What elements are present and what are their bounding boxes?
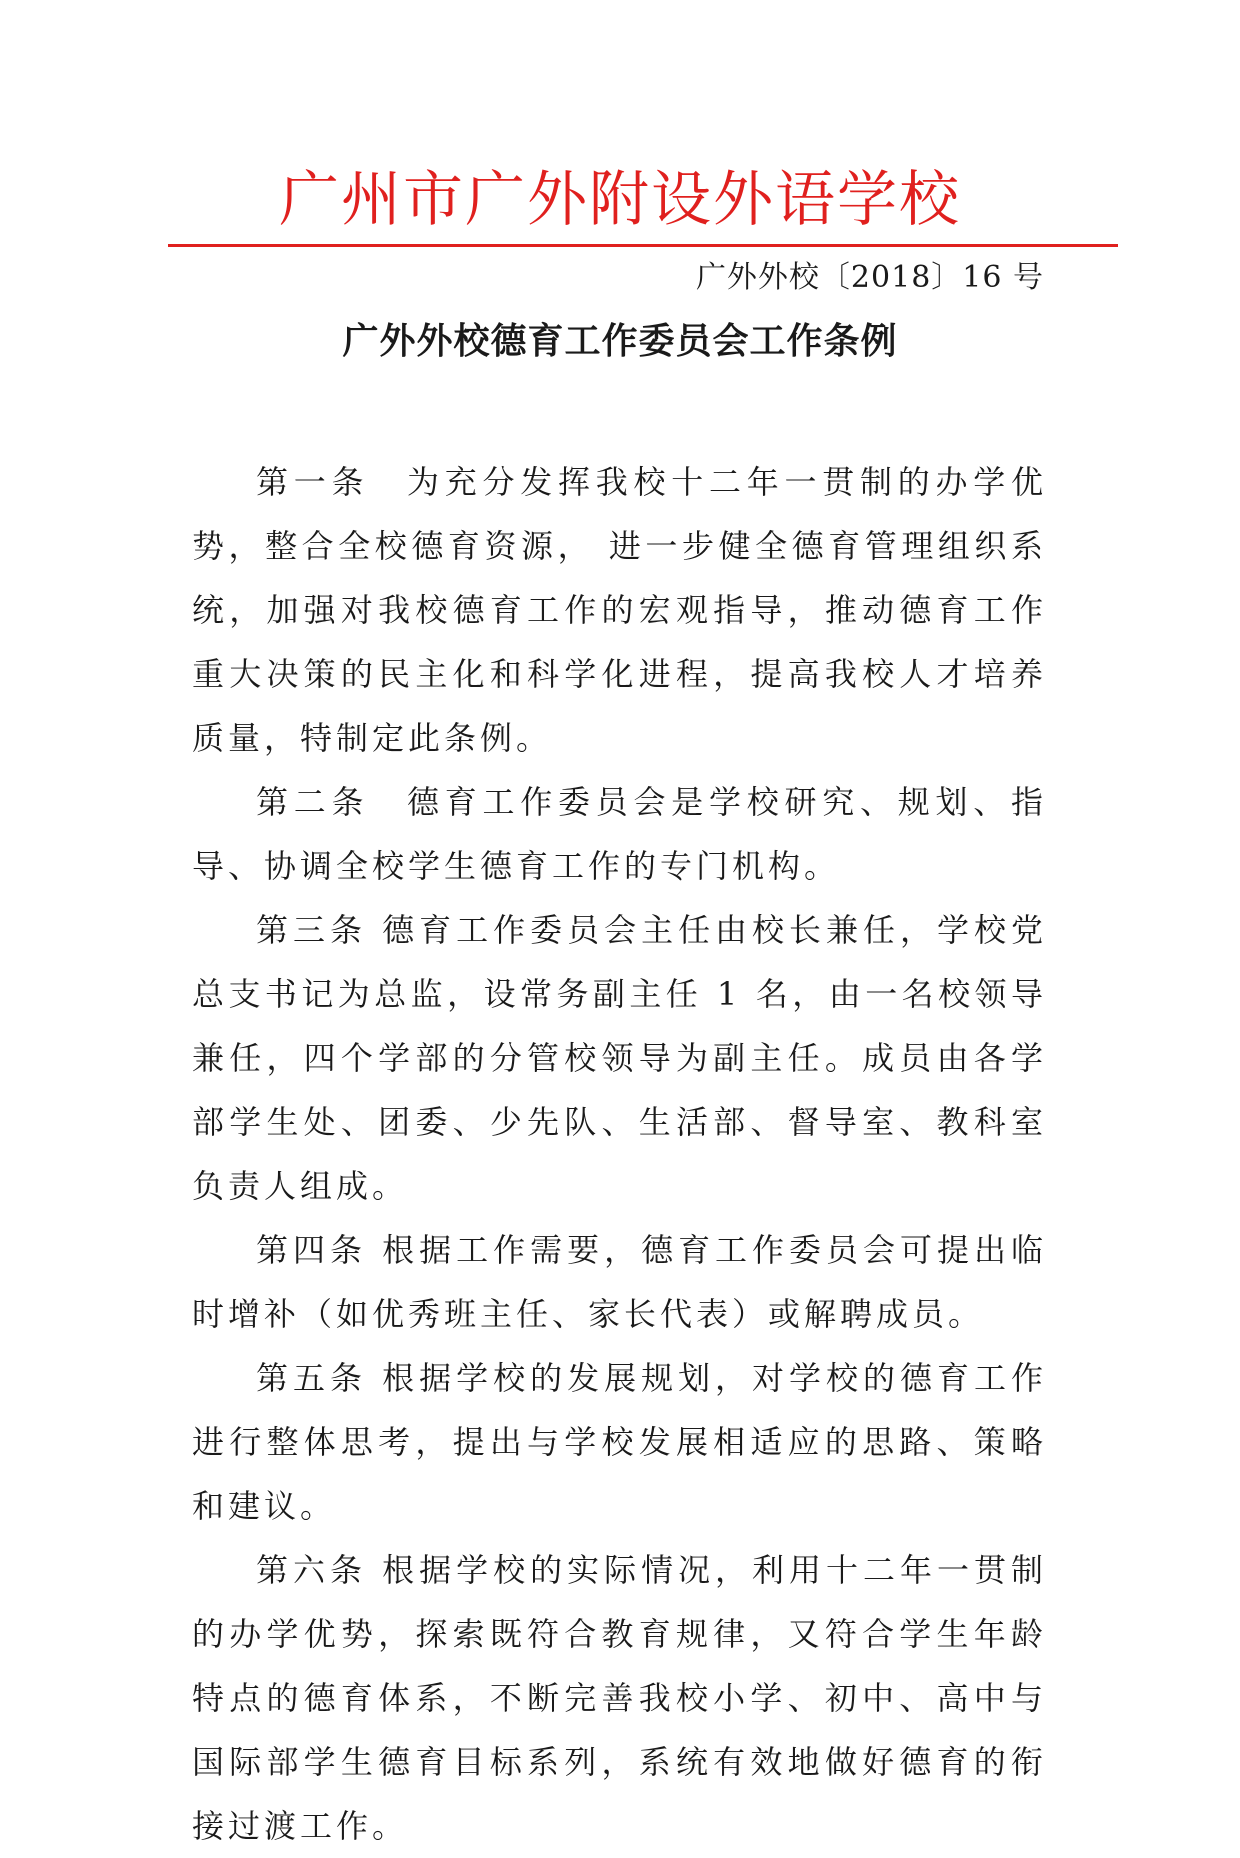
article-4: 第四条 根据工作需要，德育工作委员会可提出临时增补（如优秀班主任、家长代表）或解聘成员。	[192, 1231, 1047, 1333]
article-1: 第一条 为充分发挥我校十二年一贯制的办学优势，整合全校德育资源， 进一步健全德育管理组织系统，加强对我校德育工作的宏观指导，推动德育工作重大决策的民主化和科学化进程，提高我校人才培养质量，特制定此条例。	[192, 463, 1047, 757]
article-6: 第六条 根据学校的实际情况，利用十二年一贯制的办学优势，探索既符合教育规律，又符合学生年龄特点的德育体系，不断完善我校小学、初中、高中与国际部学生德育目标系列，系统有效地做好德育的衔接过渡工作。	[192, 1551, 1047, 1845]
document-number: 广外外校〔2018〕16 号	[695, 260, 1044, 295]
letterhead-red-rule	[168, 244, 1118, 247]
school-letterhead-title: 广州市广外附设外语学校	[279, 165, 961, 235]
article-5: 第五条 根据学校的发展规划，对学校的德育工作进行整体思考，提出与学校发展相适应的思路、策略和建议。	[192, 1359, 1047, 1525]
document-title: 广外外校德育工作委员会工作条例	[342, 320, 898, 362]
article-2: 第二条 德育工作委员会是学校研究、规划、指导、协调全校学生德育工作的专门机构。	[192, 783, 1047, 885]
article-3: 第三条 德育工作委员会主任由校长兼任，学校党总支书记为总监，设常务副主任 1 名，由一名校领导兼任，四个学部的分管校领导为副主任。成员由各学部学生处、团委、少先队、生活部、督导室、教科室负责人组成。	[192, 911, 1047, 1205]
document-body	[192, 450, 1047, 1858]
